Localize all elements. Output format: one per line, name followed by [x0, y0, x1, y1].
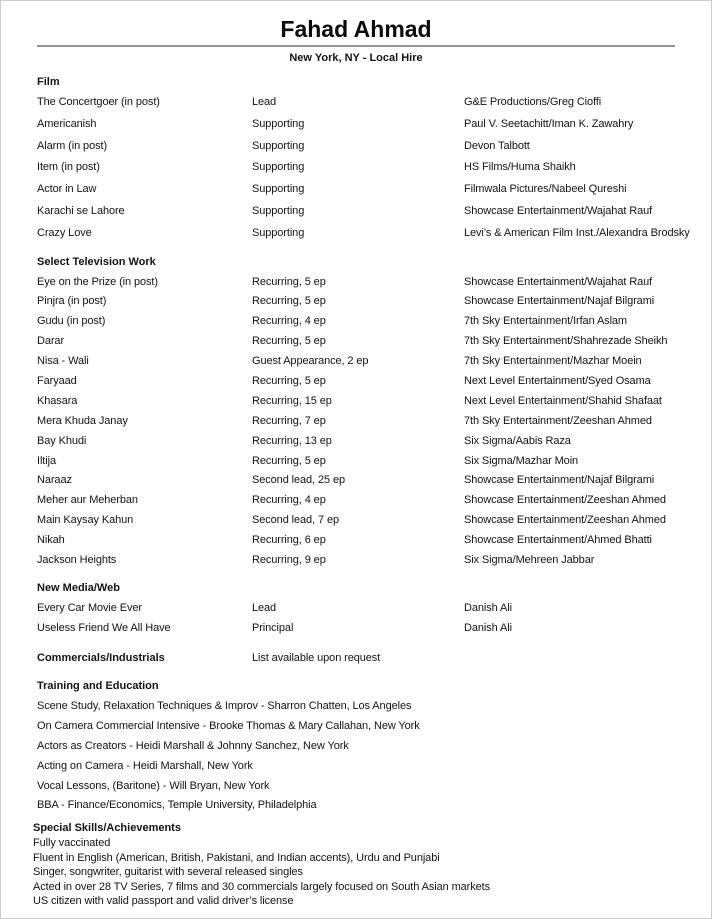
credit-role: Second lead, 7 ep [252, 514, 339, 527]
credit-row [37, 511, 675, 531]
detail-line: Actors as Creators - Heidi Marshall & Johnny Sanchez, New York [37, 739, 349, 752]
credit-role: Lead [252, 96, 277, 108]
credit-role: Supporting [252, 161, 305, 174]
credit-company: Showcase Entertainment/Zeeshan Ahmed [464, 514, 666, 527]
credit-row [37, 471, 675, 491]
credit-row [37, 201, 675, 223]
credit-row [37, 332, 675, 352]
credit-row [37, 312, 675, 332]
credit-title: Nikah [37, 534, 65, 547]
detail-line: Fully vaccinated [33, 837, 111, 850]
credit-role: Recurring, 5 ep [252, 454, 326, 467]
credit-role: Supporting [252, 139, 305, 152]
credit-company: HS Films/Huma Shaikh [464, 161, 576, 174]
credit-title: Khasara [37, 394, 78, 407]
credit-company: Six Sigma/Mazhar Moin [464, 454, 579, 467]
detail-line: Vocal Lessons, (Baritone) - Will Bryan, New York [37, 779, 270, 792]
credit-company: Six Sigma/Aabis Raza [464, 434, 571, 447]
detail-line: US citizen with valid passport and valid driver’s license [33, 895, 294, 908]
section-film [37, 75, 690, 245]
credit-company: 7th Sky Entertainment/Irfan Aslam [464, 315, 628, 328]
credit-company: 7th Sky Entertainment/Shahrezade Sheikh [464, 335, 668, 348]
credit-role: Recurring, 5 ep [252, 335, 326, 348]
credit-role: Supporting [252, 226, 305, 239]
detail-line: Acting on Camera - Heidi Marshall, New York [37, 759, 253, 772]
header-divider [37, 45, 675, 47]
credit-title: The Concertgoer (in post) [37, 96, 160, 108]
credit-company: Levi’s & American Film Inst./Alexandra Brodsky [464, 226, 690, 239]
section-note: List available upon request [252, 652, 381, 665]
credit-company: Next Level Entertainment/Syed Osama [464, 375, 651, 388]
credit-company: Next Level Entertainment/Shahid Shafaat [464, 394, 662, 407]
section-heading: Training and Education [37, 680, 159, 693]
credit-role: Recurring, 15 ep [252, 394, 332, 407]
resume-header [1, 16, 711, 65]
credit-row [37, 223, 690, 245]
credit-role: Recurring, 4 ep [252, 315, 326, 328]
credit-title: Faryaad [37, 375, 77, 388]
credit-row [37, 531, 675, 551]
credit-row [37, 352, 675, 372]
credit-row [37, 432, 675, 452]
credit-title: Naraaz [37, 474, 72, 487]
credit-row [37, 157, 675, 179]
credit-role: Recurring, 5 ep [252, 375, 326, 388]
credit-title: Americanish [37, 117, 97, 130]
credit-title: Every Car Movie Ever [37, 601, 142, 614]
section-heading: Film [37, 76, 60, 88]
credit-title: Crazy Love [37, 226, 92, 239]
credit-row [37, 292, 675, 312]
credit-title: Mera Khuda Janay [37, 414, 128, 427]
section-television [37, 255, 675, 571]
credit-role: Lead [252, 601, 277, 614]
credit-row [37, 392, 675, 412]
page-title: Fahad Ahmad [280, 16, 432, 42]
credit-company: Showcase Entertainment/Ahmed Bhatti [464, 534, 652, 547]
credit-title: Item (in post) [37, 161, 100, 174]
credit-company: Filmwala Pictures/Nabeel Qureshi [464, 183, 627, 196]
credit-role: Recurring, 5 ep [252, 295, 326, 308]
credit-role: Supporting [252, 183, 305, 196]
credit-title: Eye on the Prize (in post) [37, 275, 158, 288]
credit-row [37, 136, 675, 158]
credit-role: Recurring, 13 ep [252, 434, 332, 447]
credit-company: G&E Productions/Greg Cioffi [464, 96, 602, 108]
credit-role: Recurring, 7 ep [252, 414, 326, 427]
resume-body [1, 75, 711, 909]
credit-role: Supporting [252, 117, 305, 130]
location-line: New York, NY - Local Hire [289, 52, 423, 64]
detail-line: Fluent in English (American, British, Pakistani, and Indian accents), Urdu and Punjabi [33, 851, 440, 864]
credit-role: Supporting [252, 204, 305, 217]
credit-title: Meher aur Meherban [37, 494, 138, 507]
detail-line: BBA - Finance/Economics, Temple University, Philadelphia [37, 799, 317, 812]
credit-title: Pinjra (in post) [37, 295, 107, 308]
credit-title: Main Kaysay Kahun [37, 514, 134, 527]
credit-role: Recurring, 4 ep [252, 494, 326, 507]
credit-company: Six Sigma/Mehreen Jabbar [464, 554, 595, 567]
credit-row [37, 551, 675, 571]
credit-company: Showcase Entertainment/Wajahat Rauf [464, 204, 653, 217]
credit-title: Alarm (in post) [37, 139, 108, 152]
credit-row [37, 114, 675, 136]
credit-company: Danish Ali [464, 601, 512, 614]
section-skills [33, 821, 675, 909]
credit-row [37, 273, 675, 293]
section-commercials [37, 647, 675, 669]
credit-role: Recurring, 5 ep [252, 275, 326, 288]
credit-company: 7th Sky Entertainment/Mazhar Moein [464, 355, 642, 368]
credit-company: Showcase Entertainment/Wajahat Rauf [464, 275, 653, 288]
credit-company: Danish Ali [464, 622, 512, 635]
credit-row [37, 452, 675, 472]
detail-line: Scene Study, Relaxation Techniques & Improv - Sharron Chatten, Los Angeles [37, 700, 412, 713]
section-heading: New Media/Web [37, 581, 120, 594]
credit-title: Bay Khudi [37, 434, 87, 447]
credit-row [37, 92, 675, 114]
credit-title: Actor in Law [37, 183, 97, 196]
section-heading: Special Skills/Achievements [33, 822, 181, 835]
credit-title: Gudu (in post) [37, 315, 106, 328]
credit-company: Showcase Entertainment/Zeeshan Ahmed [464, 494, 666, 507]
detail-line: Acted in over 28 TV Series, 7 films and 30 commercials largely focused on South Asian markets [33, 880, 490, 893]
credit-company: Devon Talbott [464, 139, 530, 152]
credit-title: Jackson Heights [37, 554, 117, 567]
credit-role: Guest Appearance, 2 ep [252, 355, 369, 368]
credit-row [37, 647, 675, 669]
credit-title: Karachi se Lahore [37, 204, 125, 217]
credit-company: Showcase Entertainment/Najaf Bilgrami [464, 295, 655, 308]
credit-row [37, 179, 675, 201]
credit-title: Useless Friend We All Have [37, 622, 171, 635]
credit-company: Showcase Entertainment/Najaf Bilgrami [464, 474, 655, 487]
detail-line: On Camera Commercial Intensive - Brooke Thomas & Mary Callahan, New York [37, 720, 420, 733]
credit-row [37, 412, 675, 432]
section-heading: Select Television Work [37, 255, 156, 268]
credit-role: Recurring, 9 ep [252, 554, 326, 567]
credit-company: 7th Sky Entertainment/Zeeshan Ahmed [464, 414, 652, 427]
credit-title: Iltija [37, 454, 56, 467]
credit-row [37, 372, 675, 392]
credit-role: Recurring, 6 ep [252, 534, 326, 547]
credit-row [37, 618, 675, 638]
credit-company: Paul V. Seetachitt/Iman K. Zawahry [464, 117, 634, 130]
credit-role: Second lead, 25 ep [252, 474, 345, 487]
section-new-media [37, 581, 675, 638]
section-heading: Commercials/Industrials [37, 652, 165, 665]
section-training [37, 679, 675, 816]
credit-row [37, 491, 675, 511]
credit-role: Principal [252, 622, 294, 635]
credit-rows [37, 598, 675, 638]
credit-title: Nisa - Wali [37, 355, 89, 368]
credit-title: Darar [37, 335, 65, 348]
detail-line: Singer, songwriter, guitarist with several released singles [33, 866, 303, 879]
credit-rows [37, 92, 690, 245]
credit-row [37, 598, 675, 618]
credit-rows [37, 273, 675, 571]
